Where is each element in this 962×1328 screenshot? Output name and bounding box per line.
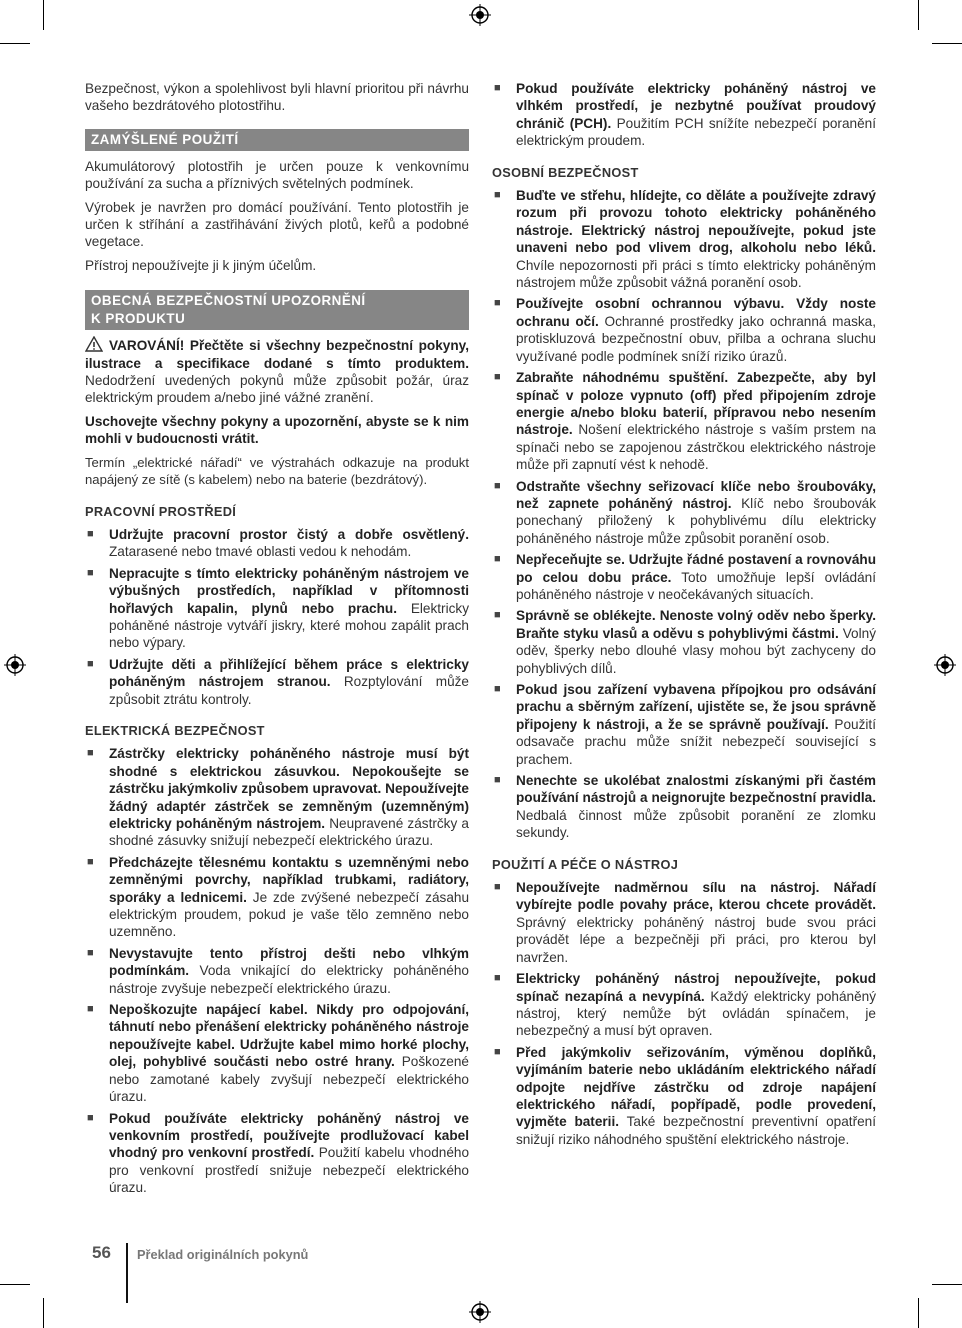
list-item-bold: Nevystavujte tento přístroj dešti nebo vlhkým podmínkám. [109,945,469,979]
list-item-text: Klíč nebo šroubovák ponechaný přiložený k pohyblivému dílu elektricky poháněného nástroje může způsobit poranění osob. [516,495,877,546]
list-item-text: Použitím PCH snížíte nebezpečí poranění elektrickým proudem. [516,115,876,149]
bullet-square-icon: ■ [87,527,94,540]
bullet-square-icon: ■ [494,972,501,985]
list-item [492,970,876,1040]
warning-bold: VAROVÁNÍ! Přečtěte si všechny bezpečnostní pokyny, ilustrace a specifikace dodané s tímto produktem. [85,338,469,371]
keep-instructions-text: Uschovejte všechny pokyny a upozornění, abyste se k nim mohli v budoucnosti vrátit. [85,413,469,447]
crop-mark [918,0,919,30]
list-item-text: Neupravené zástrčky a shodné zásuvky snižují nebezpečí elektrického úrazu. [109,816,469,849]
list-item [492,772,876,842]
list-item [492,478,876,548]
list-item-bold: Používejte osobní ochrannou výbavu. Vždy noste ochranu očí. [516,296,876,329]
list-item-bold: Pokud používáte elektricky poháněný nástroj ve vlhkém prostředí, je nezbytné používat proudový chránič (PCH). [516,81,876,131]
footer-divider [126,1243,128,1303]
electrical-safety-list [85,745,469,1196]
bullet-square-icon: ■ [494,297,501,310]
intro-paragraph: Bezpečnost, výkon a spolehlivost byli hlavní prioritou při návrhu vašeho bezdrátového plotostřihu. [85,81,469,114]
crop-mark [43,0,44,30]
electrical-safety-list-continued [492,80,876,150]
list-item [492,295,876,365]
list-item-bold: Před jakýmkoliv seřizováním, výměnou doplňků, vyjímáním baterie nebo ukládáním elektrického nářadí odpojte nejdříve zástrčku od zdroje napájení elektrického nářadí, popřípadě, podle provedení, vyjměte baterii. [516,1044,876,1130]
crop-mark [43,1298,44,1328]
list-item-bold: Nepoužívejte nadměrnou sílu na nástroj. Nářadí vybírejte podle povahy práce, kterou chcete provádět. [516,880,876,913]
list-item-bold: Elektricky poháněný nástroj nepoužívejte, pokud spínač nezapíná a nevypíná. [516,971,876,1004]
tool-use-care-list [492,879,876,1148]
list-item-text: Zatarasené nebo tmavé oblasti vedou k nehodám. [109,544,412,560]
list-item [492,1044,876,1148]
bullet-square-icon: ■ [87,855,94,868]
list-item [492,681,876,768]
list-item-bold: Nepřeceňujte se. Udržujte řádné postavení a rovnováhu po celou dobu práce. [516,552,876,585]
list-item-bold: Udržujte děti a přihlížející během práce s elektricky poháněným nástrojem stranou. [109,656,469,690]
section-heading-general-safety [85,290,469,330]
list-item [85,945,469,997]
intended-use-p1: Akumulátorový plotostřih je určen pouze k venkovnímu používání za sucha a příznivých světelných podmínek. [85,158,469,192]
crop-mark [932,1284,962,1285]
left-column [85,80,469,1201]
bullet-square-icon: ■ [494,479,501,492]
keep-instructions [85,413,469,448]
general-safety-title-line2: K PRODUKTU [91,311,186,327]
page-number: 56 [92,1243,111,1262]
footer-text: Překlad originálních pokynů [137,1247,309,1262]
list-item-bold: Pokud jsou zařízení vybavena přípojkou pro odsávání prachu a sběrným zařízení, ujistěte se, že jsou správně připojeny k nástroji, a že se správně používají. [516,682,876,732]
list-item-bold: Udržujte pracovní prostor čistý a dobře osvětlený. [109,526,469,542]
list-item-text: Je zde zvýšené nebezpečí zásahu elektrickým proudem, pokud je vaše tělo zemněno nebo uzemněno. [109,889,470,940]
registration-mark-icon [469,1301,491,1323]
bullet-square-icon: ■ [87,566,94,579]
list-item-text: Správný elektricky poháněný nástroj bude svou práci provádět lépe a bezpečněji při práci, pro kterou byl navržen. [516,914,876,965]
list-item [85,526,469,561]
list-item-text: Nedbalá činnost může způsobit poranění ze zlomku sekundy. [516,807,876,841]
work-area-list [85,526,469,708]
bullet-square-icon: ■ [494,683,501,695]
list-item [492,369,876,473]
subheading-personal-safety: OSOBNÍ BEZPEČNOST [492,164,639,180]
list-item-text: Použití odsavače prachu může snížit nebezpečí související s prachem. [516,716,876,767]
bullet-square-icon: ■ [494,553,501,566]
list-item-text: Volný oděv, šperky nebo dlouhé vlasy mohou být zachyceny do pohyblivých dílů. [516,625,876,676]
bullet-square-icon: ■ [87,946,94,959]
right-column [492,80,876,1152]
bullet-square-icon: ■ [87,657,94,670]
list-item-text: Také bezpečnostní preventivní opatření snižují riziko náhodného spuštění elektrického nástroje. [516,1114,876,1147]
list-item-bold: Odstraňte všechny seřizovací klíče nebo šroubováky, než zapnete poháněný nástroj. [516,478,876,511]
crop-mark [0,43,30,44]
crop-mark [932,43,962,44]
list-item [85,1110,469,1197]
list-item-bold: Buďte ve střehu, hlídejte, co děláte a používejte zdravý rozum při provozu tohoto elektricky poháněného nástroje. Elektrický nástroj nepoužívejte, pokud jste unaveni nebo pod vlivem drog, alkoholu nebo léků. [516,188,876,256]
warning-text: Nedodržení uvedených pokynů může způsobit požár, úraz elektrickým proudem a/nebo jiné vážné zranění. [85,373,469,406]
term-definition: Termín „elektrické nářadí“ ve výstrahách odkazuje na produkt napájený ze sítě (s kabelem) nebo na baterie (bezdrátový). [85,454,469,488]
subheading-work-area: PRACOVNÍ PROSTŘEDÍ [85,503,237,519]
list-item-text: Rozptylování může způsobit ztrátu kontroly. [109,674,469,707]
subheading-tool-use-care: POUŽITÍ A PÉČE O NÁSTROJ [492,856,679,872]
warning-triangle-icon [85,336,103,352]
list-item-text: Voda vnikající do elektricky poháněného nástroje zvyšuje nebezpečí elektrického úrazu. [109,963,469,996]
intended-use-p3: Přístroj nepoužívejte ji k jiným účelům. [85,257,317,273]
crop-mark [0,1284,30,1285]
list-item-bold: Zabraňte náhodnému spuštění. Zabezpečte, aby byl spínač v poloze vypnuto (off) před připojením zdroje energie a/nebo bloku baterií, přípravou nebo nesením nástroje. [516,370,876,438]
bullet-square-icon: ■ [87,1003,94,1016]
list-item [492,551,876,603]
list-item-text: Toto umožňuje lepší ovládání poháněného nástroje v neočekávaných situacích. [516,569,876,602]
list-item-text: Chvíle nepozornosti při práci s tímto elektricky poháněným nástrojem může způsobit vážná poranění osob. [516,257,876,291]
list-item-text: Poškozené nebo zamotané kabely zvyšují nebezpečí elektrického úrazu. [109,1054,469,1105]
bullet-square-icon: ■ [494,82,501,94]
list-item-bold: Předcházejte tělesnému kontaktu s uzemněnými nebo zemněnými povrchy, například trubkami, radiátory, sporáky a lednicemi. [109,854,469,905]
registration-mark-icon [469,4,491,26]
list-item [85,745,469,849]
list-item-text: Nošení elektrického nástroje s vaším prstem na spínači nebo se zapojenou zástrčkou elektrického nástroje může při zapnutí vést k nehodě. [516,422,876,473]
bullet-square-icon: ■ [494,189,501,202]
bullet-square-icon: ■ [494,371,501,384]
list-item [492,607,876,677]
list-item-bold: Správně se oblékejte. Nenoste volný oděv nebo šperky. Braňte styku vlasů a oděvu s pohyblivými částmi. [516,608,876,641]
subheading-electrical-safety: ELEKTRICKÁ BEZPEČNOST [85,722,265,738]
list-item-text: Elektricky poháněné nástroje vytváří jiskry, které mohou zapálit prach nebo výpary. [109,600,469,651]
list-item-text: Každý elektricky poháněný nástroj, který nemůže být ovládán spínačem, je nebezpečný a musí být opraven. [516,988,876,1039]
list-item [492,879,876,966]
registration-mark-icon [934,654,956,676]
list-item [492,80,876,150]
general-safety-title-line1: OBECNÁ BEZPEČNOSTNÍ UPOZORNĚNÍ [91,293,366,309]
bullet-square-icon: ■ [494,1045,501,1058]
intended-use-p2: Výrobek je navržen pro domácí používání. Tento plotostřih je určen k stříhání a zastřihávání živých plotů, keřů a podobné vegetace. [85,199,469,250]
list-item [492,187,876,291]
bullet-square-icon: ■ [494,609,501,622]
list-item-bold: Nepoškozujte napájecí kabel. Nikdy pro odpojování, táhnutí nebo přenášení elektricky poháněného nástroje nepoužívejte kabel. Udržujte kabel mimo horké plochy, olej, pohyblivé součásti nebo ostré hrany. [109,1002,469,1070]
list-item [85,854,469,941]
section-heading-intended-use: ZAMÝŠLENÉ POUŽITÍ [85,129,469,151]
bullet-square-icon: ■ [494,774,501,787]
list-item-bold: Zástrčky elektricky poháněného nástroje musí být shodné s elektrickou zásuvkou. Nepokoušejte se zástrčku jakýmkoliv způsobem upravovat. Nepoužívejte žádný adaptér zástrček se zemněným (uzemněným) elektricky poháněným nástrojem. [109,746,469,831]
list-item-bold: Nenechte se ukolébat znalostmi získanými při častém používání nástrojů a neignorujte bezpečnostní pravidla. [516,773,876,806]
list-item-bold: Nepracujte s tímto elektricky poháněným nástrojem ve výbušných prostředích, například v přítomnosti hořlavých kapalin, plynů nebo prachu. [109,565,469,616]
personal-safety-list [492,187,876,842]
crop-mark [918,1298,919,1328]
registration-mark-icon [4,654,26,676]
warning-paragraph [85,336,469,407]
list-item [85,656,469,708]
bullet-square-icon: ■ [494,881,501,894]
list-item [85,1001,469,1105]
list-item-bold: Pokud používáte elektricky poháněný nástroj ve venkovním prostředí, používejte prodlužovací kabel vhodný pro venkovní prostředí. [109,1110,469,1161]
list-item [85,565,469,652]
bullet-square-icon: ■ [87,1111,94,1124]
bullet-square-icon: ■ [87,747,94,760]
list-item-text: Použití kabelu vhodného pro venkovní prostředí snižuje nebezpečí elektrického úrazu. [109,1145,470,1196]
list-item-text: Ochranné prostředky jako ochranná maska, protiskluzová bezpečnostní obuv, přilba a ochrana sluchu využívané podle podmínek sníží riziko úrazů. [516,313,877,364]
